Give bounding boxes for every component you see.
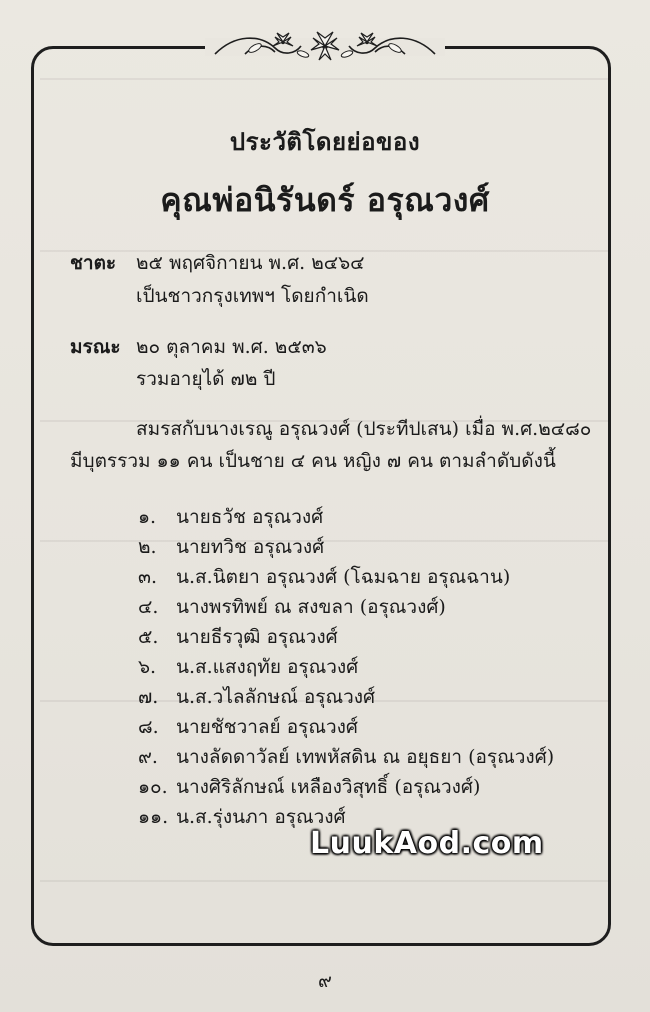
list-item-number: ๒. [138, 536, 157, 558]
list-item-name: นายธวัช อรุณวงศ์ [176, 506, 324, 528]
birth-date: ๒๕ พฤศจิกายน พ.ศ. ๒๔๖๔ [136, 252, 365, 274]
list-item-name: นางพรทิพย์ ณ สงขลา (อรุณวงศ์) [176, 596, 446, 618]
death-date: ๒๐ ตุลาคม พ.ศ. ๒๕๓๖ [136, 336, 327, 358]
site-watermark: LuukAod.com [310, 826, 544, 861]
death-age: รวมอายุได้ ๗๒ ปี [136, 368, 276, 390]
list-item-number: ๖. [138, 656, 157, 678]
list-item-name: นายทวิช อรุณวงศ์ [176, 536, 325, 558]
list-item-number: ๓. [138, 566, 158, 588]
death-label: มรณะ [70, 336, 121, 358]
list-item-number: ๕. [138, 626, 159, 648]
list-item-name: น.ส.แสงฤทัย อรุณวงศ์ [176, 656, 359, 678]
birth-label: ชาตะ [70, 252, 117, 274]
list-item-name: น.ส.วไลลักษณ์ อรุณวงศ์ [176, 686, 376, 708]
list-item-name: น.ส.รุ่งนภา อรุณวงศ์ [176, 806, 346, 828]
children-summary: มีบุตรรวม ๑๑ คน เป็นชาย ๔ คน หญิง ๗ คน ตามลำดับดังนี้ [70, 450, 556, 472]
list-item-name: นายธีรวุฒิ อรุณวงศ์ [176, 626, 338, 648]
list-item-number: ๑๐. [138, 776, 168, 798]
list-item-number: ๘. [138, 716, 159, 738]
floral-ornament-icon [205, 24, 445, 68]
list-item-name: น.ส.นิตยา อรุณวงศ์ (โฉมฉาย อรุณฉาน) [176, 566, 511, 588]
page-number: ๙ [318, 970, 332, 992]
list-item-name: นางศิริลักษณ์ เหลืองวิสุทธิ์ (อรุณวงศ์) [176, 776, 481, 798]
page-title-name: คุณพ่อนิรันดร์ อรุณวงศ์ [160, 181, 490, 219]
list-item-number: ๔. [138, 596, 159, 618]
list-item-number: ๙. [138, 746, 158, 768]
birth-note: เป็นชาวกรุงเทพฯ โดยกำเนิด [136, 285, 369, 307]
list-item-name: นายชัชวาลย์ อรุณวงศ์ [176, 716, 358, 738]
page-title-line1: ประวัติโดยย่อของ [229, 127, 421, 156]
list-item-name: นางลัดดาวัลย์ เทพหัสดิน ณ อยุธยา (อรุณวงศ์) [176, 746, 555, 768]
marriage-line: สมรสกับนางเรณู อรุณวงศ์ (ประทีปเสน) เมื่อ พ.ศ.๒๔๘๐ [136, 418, 592, 440]
list-item-number: ๗. [138, 686, 159, 708]
list-item-number: ๑๑. [138, 806, 169, 828]
list-item-number: ๑. [138, 506, 157, 528]
